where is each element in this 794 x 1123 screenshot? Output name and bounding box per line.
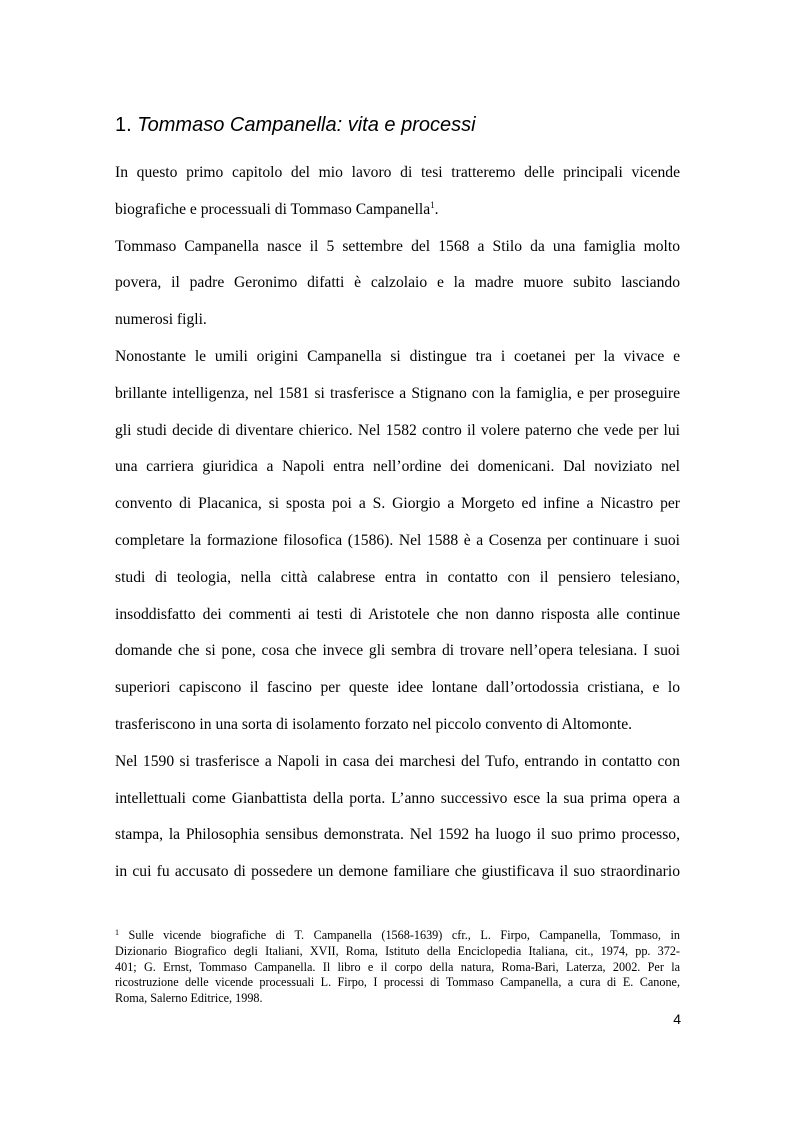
chapter-title: Tommaso Campanella: vita e processi [137,114,476,136]
body-line: In questo primo capitolo del mio lavoro di tesi tratteremo delle principali vicende [115,164,680,181]
body-line: superiori capiscono il fascino per queste idee lontane dall’ortodossia cristiana, e lo [115,679,680,697]
body-line: studi di teologia, nella città calabrese entra in contatto con il pensiero telesiano, [115,568,680,586]
body-line: una carriera giuridica a Napoli entra nell’ordine dei domenicani. Dal noviziato nel [115,458,680,476]
body-line: Nonostante le umili origini Campanella si distingue tra i coetanei per la vivace e [115,347,680,365]
chapter-heading [115,112,476,138]
footnote-line: $^1$ Sulle vicende biografiche di T. Campanella (1568-1639) cfr., L. Firpo, Campanella, Tommaso, in [115,928,680,942]
footnote-line: Dizionario Biografico degli Italiani, XVII, Roma, Istituto della Enciclopedia Italiana, cit., 1974, pp. 372- [115,943,680,958]
chapter-number: 1. [115,114,132,136]
page-number: 4 [673,1011,681,1027]
body-line: domande che si pone, cosa che invece gli sembra di trovare nell’opera telesiana. I suoi [115,642,680,660]
footnote-line: Roma, Salerno Editrice, 1998. [115,991,263,1006]
body-line: biografiche e processuali di Tommaso Campanella$^1$. [115,199,439,218]
footnote-reference[interactable]: 1 [430,199,435,210]
body-line: numerosi figli. [115,311,207,329]
footnote [115,928,680,1007]
body-line: completare la formazione filosofica (1586). Nel 1588 è a Cosenza per continuare i suoi [115,531,680,549]
body-text [115,159,680,895]
body-line: convento di Placanica, si sposta poi a S. Giorgio a Morgeto ed infine a Nicastro per [115,495,680,513]
footnote-line: ricostruzione delle vicende processuali L. Firpo, I processi di Tommaso Campanella, a cura di E. Canone, [115,975,680,990]
body-line: in cui fu accusato di possedere un demone familiare che giustificava il suo straordinario [115,863,680,881]
body-line: Nel 1590 si trasferisce a Napoli in casa dei marchesi del Tufo, entrando in contatto con [115,752,680,770]
body-line: brillante intelligenza, nel 1581 si trasferisce a Stignano con la famiglia, e per proseguire [115,384,680,402]
body-line: insoddisfatto dei commenti ai testi di Aristotele che non danno risposta alle continue [115,605,680,623]
footnote-line: 401; G. Ernst, Tommaso Campanella. Il libro e il corpo della natura, Roma-Bari, Laterza, 2002. Per la [115,959,680,974]
footnote-marker: 1 [115,928,119,937]
body-line: stampa, la Philosophia sensibus demonstrata. Nel 1592 ha luogo il suo primo processo, [115,826,680,844]
body-line: povera, il padre Geronimo difatti è calzolaio e la madre muore subito lasciando [115,274,680,292]
body-line: trasferiscono in una sorta di isolamento forzato nel piccolo convento di Altomonte. [115,715,633,733]
body-line: Tommaso Campanella nasce il 5 settembre del 1568 a Stilo da una famiglia molto [115,237,680,255]
body-line: gli studi decide di diventare chierico. Nel 1582 contro il volere paterno che vede per lui [115,421,680,439]
body-line: intellettuali come Gianbattista della porta. L’anno successivo esce la sua prima opera a [115,789,680,807]
